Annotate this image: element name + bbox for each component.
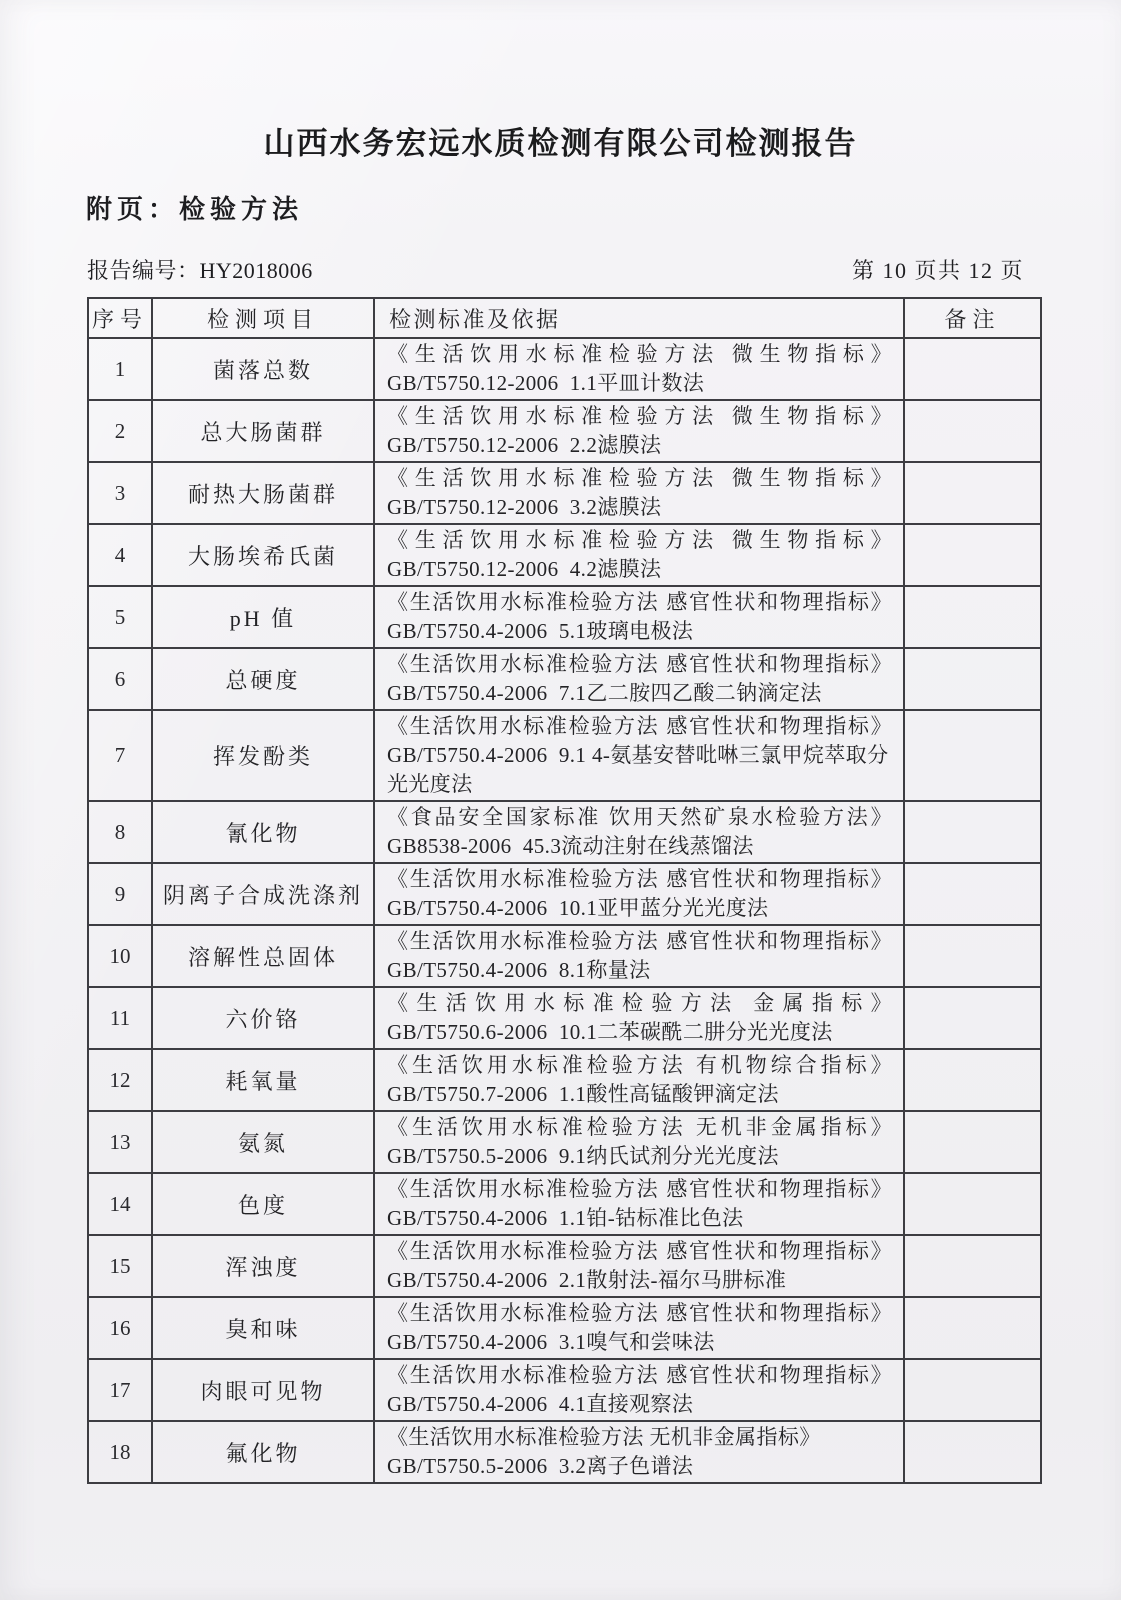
col-header-item: 检测项目: [152, 298, 374, 338]
standard-cell: [374, 863, 904, 925]
col-header-no: 序号: [88, 298, 152, 338]
standard-title: 《生活饮用水标准检验方法 微生物指标》: [387, 528, 892, 552]
row-number: 13: [88, 1111, 152, 1173]
standard-method: GB/T5750.12-2006 2.2滤膜法: [387, 433, 662, 457]
standard-method: GB/T5750.4-2006 2.1散射法-福尔马肼标准: [387, 1268, 787, 1292]
note-cell: [904, 1421, 1041, 1483]
standard-cell: [374, 1359, 904, 1421]
test-item: 大肠埃希氏菌: [152, 524, 374, 586]
standard-title: 《生活饮用水标准检验方法 无机非金属指标》: [387, 1115, 892, 1139]
standard-title: 《生活饮用水标准检验方法 感官性状和物理指标》: [387, 590, 892, 614]
standard-method: GB/T5750.5-2006 9.1纳氏试剂分光光度法: [387, 1144, 779, 1168]
standard-method: GB/T5750.12-2006 1.1平皿计数法: [387, 371, 705, 395]
table-row: [88, 462, 1041, 524]
standard-cell: [374, 925, 904, 987]
note-cell: [904, 1235, 1041, 1297]
standard-title: 《生活饮用水标准检验方法 感官性状和物理指标》: [387, 1301, 892, 1325]
table-row: [88, 801, 1041, 863]
table-row: [88, 1111, 1041, 1173]
appendix-subtitle: 附页：检验方法: [86, 194, 304, 224]
row-number: 18: [88, 1421, 152, 1483]
note-cell: [904, 1173, 1041, 1235]
standard-method: GB/T5750.4-2006 9.1 4-氨基安替吡啉三氯甲烷萃取分光光度法: [387, 743, 889, 796]
test-item: 肉眼可见物: [152, 1359, 374, 1421]
standard-method: GB/T5750.4-2006 8.1称量法: [387, 958, 651, 982]
test-item: 溶解性总固体: [152, 925, 374, 987]
table-row: [88, 400, 1041, 462]
row-number: 1: [88, 338, 152, 400]
note-cell: [904, 462, 1041, 524]
table-header-row: [88, 298, 1041, 338]
note-cell: [904, 925, 1041, 987]
table-row: [88, 1173, 1041, 1235]
standard-title: 《生活饮用水标准检验方法 有机物综合指标》: [387, 1053, 892, 1077]
meta-row: [87, 254, 1040, 285]
col-header-note: 备注: [904, 298, 1041, 338]
standard-method: GB/T5750.6-2006 10.1二苯碳酰二肼分光光度法: [387, 1020, 833, 1044]
row-number: 10: [88, 925, 152, 987]
page-indicator: 第 10 页共 12 页: [851, 258, 1024, 283]
standard-method: GB/T5750.4-2006 3.1嗅气和尝味法: [387, 1330, 715, 1354]
standard-method: GB/T5750.4-2006 7.1乙二胺四乙酸二钠滴定法: [387, 681, 822, 705]
standard-title: 《生活饮用水标准检验方法 感官性状和物理指标》: [387, 652, 892, 676]
standard-cell: [374, 1297, 904, 1359]
test-item: 臭和味: [152, 1297, 374, 1359]
test-item: 挥发酚类: [152, 710, 374, 801]
note-cell: [904, 801, 1041, 863]
row-number: 3: [88, 462, 152, 524]
test-item: 氟化物: [152, 1421, 374, 1483]
table-row: [88, 648, 1041, 710]
test-item: 六价铬: [152, 987, 374, 1049]
table-row: [88, 586, 1041, 648]
standard-cell: [374, 1049, 904, 1111]
note-cell: [904, 710, 1041, 801]
standard-cell: [374, 1173, 904, 1235]
standard-method: GB/T5750.12-2006 3.2滤膜法: [387, 495, 662, 519]
standard-title: 《生活饮用水标准检验方法 感官性状和物理指标》: [387, 1239, 892, 1263]
standard-cell: [374, 586, 904, 648]
row-number: 15: [88, 1235, 152, 1297]
standard-cell: [374, 1421, 904, 1483]
test-item: 总硬度: [152, 648, 374, 710]
row-number: 14: [88, 1173, 152, 1235]
standard-method: GB/T5750.5-2006 3.2离子色谱法: [387, 1454, 694, 1478]
standard-title: 《生活饮用水标准检验方法 微生物指标》: [387, 466, 892, 490]
row-number: 11: [88, 987, 152, 1049]
table-row: [88, 925, 1041, 987]
standard-title: 《生活饮用水标准检验方法 微生物指标》: [387, 404, 892, 428]
row-number: 9: [88, 863, 152, 925]
standard-title: 《生活饮用水标准检验方法 金属指标》: [387, 991, 892, 1015]
standard-method: GB/T5750.12-2006 4.2滤膜法: [387, 557, 662, 581]
table-row: [88, 524, 1041, 586]
test-item: 浑浊度: [152, 1235, 374, 1297]
note-cell: [904, 524, 1041, 586]
standard-cell: [374, 338, 904, 400]
table-row: [88, 1235, 1041, 1297]
row-number: 2: [88, 400, 152, 462]
standard-cell: [374, 987, 904, 1049]
standard-cell: [374, 801, 904, 863]
row-number: 4: [88, 524, 152, 586]
test-item: 氨氮: [152, 1111, 374, 1173]
row-number: 6: [88, 648, 152, 710]
col-header-standard: 检测标准及依据: [374, 298, 904, 338]
standard-cell: [374, 648, 904, 710]
row-number: 5: [88, 586, 152, 648]
test-item: 总大肠菌群: [152, 400, 374, 462]
standard-method: GB8538-2006 45.3流动注射在线蒸馏法: [387, 834, 754, 858]
note-cell: [904, 586, 1041, 648]
row-number: 12: [88, 1049, 152, 1111]
table-row: [88, 338, 1041, 400]
test-item: 耗氧量: [152, 1049, 374, 1111]
table-row: [88, 987, 1041, 1049]
note-cell: [904, 863, 1041, 925]
standard-title: 《生活饮用水标准检验方法 感官性状和物理指标》: [387, 1363, 892, 1387]
standard-cell: [374, 1111, 904, 1173]
note-cell: [904, 338, 1041, 400]
standard-cell: [374, 524, 904, 586]
table-row: [88, 863, 1041, 925]
table-row: [88, 1359, 1041, 1421]
row-number: 16: [88, 1297, 152, 1359]
row-number: 17: [88, 1359, 152, 1421]
table-row: [88, 710, 1041, 801]
table-row: [88, 1421, 1041, 1483]
note-cell: [904, 1111, 1041, 1173]
standard-title: 《生活饮用水标准检验方法 感官性状和物理指标》: [387, 867, 892, 891]
note-cell: [904, 1049, 1041, 1111]
test-item: 阴离子合成洗涤剂: [152, 863, 374, 925]
test-item: 菌落总数: [152, 338, 374, 400]
note-cell: [904, 1297, 1041, 1359]
standard-title: 《食品安全国家标准 饮用天然矿泉水检验方法》: [387, 805, 892, 829]
standard-method: GB/T5750.4-2006 4.1直接观察法: [387, 1392, 694, 1416]
standard-cell: [374, 400, 904, 462]
standard-cell: [374, 1235, 904, 1297]
standard-title: 《生活饮用水标准检验方法 无机非金属指标》: [387, 1425, 821, 1449]
standard-title: 《生活饮用水标准检验方法 感官性状和物理指标》: [387, 929, 892, 953]
note-cell: [904, 987, 1041, 1049]
standard-cell: [374, 710, 904, 801]
note-cell: [904, 1359, 1041, 1421]
standard-method: GB/T5750.4-2006 10.1亚甲蓝分光光度法: [387, 896, 769, 920]
table-row: [88, 1049, 1041, 1111]
row-number: 8: [88, 801, 152, 863]
page-title: 山西水务宏远水质检测有限公司检测报告: [263, 126, 858, 161]
note-cell: [904, 400, 1041, 462]
standard-cell: [374, 462, 904, 524]
test-item: pH 值: [152, 586, 374, 648]
standard-method: GB/T5750.4-2006 5.1玻璃电极法: [387, 619, 694, 643]
standard-title: 《生活饮用水标准检验方法 微生物指标》: [387, 342, 892, 366]
standard-title: 《生活饮用水标准检验方法 感官性状和物理指标》: [387, 1177, 892, 1201]
methods-table: [87, 297, 1042, 1484]
report-number: 报告编号：HY2018006: [87, 258, 313, 283]
table-row: [88, 1297, 1041, 1359]
test-item: 色度: [152, 1173, 374, 1235]
row-number: 7: [88, 710, 152, 801]
standard-title: 《生活饮用水标准检验方法 感官性状和物理指标》: [387, 714, 892, 738]
note-cell: [904, 648, 1041, 710]
standard-method: GB/T5750.7-2006 1.1酸性高锰酸钾滴定法: [387, 1082, 779, 1106]
test-item: 耐热大肠菌群: [152, 462, 374, 524]
standard-method: GB/T5750.4-2006 1.1铂-钴标准比色法: [387, 1206, 744, 1230]
test-item: 氰化物: [152, 801, 374, 863]
